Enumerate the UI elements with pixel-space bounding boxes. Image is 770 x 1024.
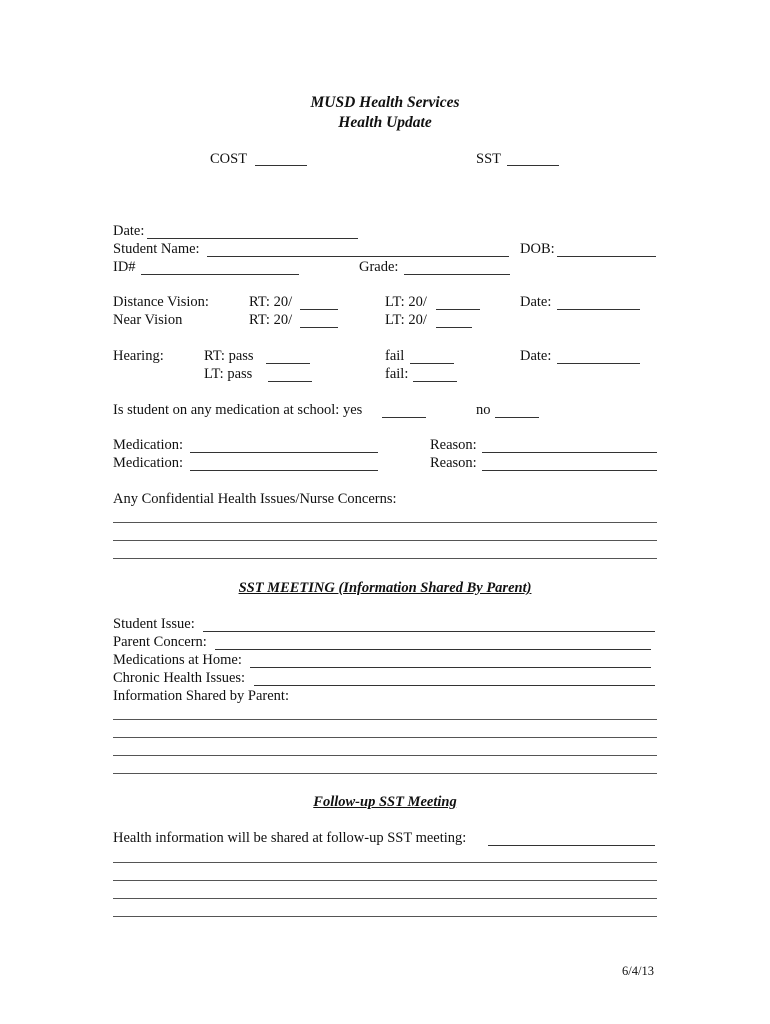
near-lt-field[interactable] — [436, 327, 472, 328]
id-label: ID# — [113, 259, 136, 275]
sst-field[interactable] — [507, 165, 559, 166]
student-name-label: Student Name: — [113, 241, 200, 257]
form-title: MUSD Health Services — [310, 94, 460, 111]
distance-lt-field[interactable] — [436, 309, 480, 310]
dob-field[interactable] — [557, 256, 656, 257]
hearing-lt-pass-label: LT: pass — [204, 366, 253, 382]
hearing-rt-fail-label: fail — [385, 348, 405, 364]
medication-yes-field[interactable] — [382, 417, 426, 418]
distance-lt-label: LT: 20/ — [385, 294, 427, 310]
chronic-health-label: Chronic Health Issues: — [113, 670, 246, 686]
followup-field[interactable] — [488, 845, 655, 846]
near-rt-field[interactable] — [300, 327, 338, 328]
hearing-rt-pass-field[interactable] — [266, 363, 310, 364]
hearing-label: Hearing: — [113, 348, 164, 364]
medication-label-2: Medication: — [113, 455, 184, 471]
date-label: Date: — [113, 223, 145, 239]
info-shared-line-2[interactable] — [113, 737, 657, 738]
reason-label-2: Reason: — [430, 455, 477, 471]
confidential-label: Any Confidential Health Issues/Nurse Concerns: — [113, 491, 397, 507]
sst-meeting-header: SST MEETING (Information Shared By Parent) — [238, 580, 532, 596]
reason-field-2[interactable] — [482, 470, 657, 471]
medication-field-1[interactable] — [190, 452, 378, 453]
id-field[interactable] — [141, 274, 299, 275]
followup-header: Follow-up SST Meeting — [313, 794, 457, 810]
followup-line-4[interactable] — [113, 916, 657, 917]
distance-vision-label: Distance Vision: — [113, 294, 209, 310]
hearing-rt-fail-field[interactable] — [410, 363, 454, 364]
medication-no-field[interactable] — [495, 417, 539, 418]
near-vision-label: Near Vision — [113, 312, 183, 328]
reason-field-1[interactable] — [482, 452, 657, 453]
hearing-date-label: Date: — [520, 348, 552, 364]
chronic-health-field[interactable] — [254, 685, 655, 686]
medication-no-label: no — [476, 402, 491, 418]
student-name-field[interactable] — [207, 256, 509, 257]
medication-label-1: Medication: — [113, 437, 184, 453]
followup-line-3[interactable] — [113, 898, 657, 899]
reason-label-1: Reason: — [430, 437, 477, 453]
hearing-lt-pass-field[interactable] — [268, 381, 312, 382]
medication-field-2[interactable] — [190, 470, 378, 471]
sst-label: SST — [476, 151, 501, 167]
student-issue-label: Student Issue: — [113, 616, 195, 632]
near-rt-label: RT: 20/ — [249, 312, 293, 328]
form-subtitle: Health Update — [338, 114, 432, 131]
date-field[interactable] — [147, 238, 358, 239]
hearing-lt-fail-label: fail: — [385, 366, 409, 382]
info-shared-line-4[interactable] — [113, 773, 657, 774]
vision-date-label: Date: — [520, 294, 552, 310]
form-revision-date: 6/4/13 — [622, 964, 654, 978]
distance-rt-label: RT: 20/ — [249, 294, 293, 310]
distance-rt-field[interactable] — [300, 309, 338, 310]
confidential-line-2[interactable] — [113, 540, 657, 541]
followup-line-1[interactable] — [113, 862, 657, 863]
medication-question: Is student on any medication at school: yes — [113, 402, 363, 418]
confidential-line-1[interactable] — [113, 522, 657, 523]
hearing-rt-pass-label: RT: pass — [204, 348, 254, 364]
parent-concern-label: Parent Concern: — [113, 634, 207, 650]
hearing-date-field[interactable] — [557, 363, 640, 364]
vision-date-field[interactable] — [557, 309, 640, 310]
medications-home-field[interactable] — [250, 667, 651, 668]
parent-concern-field[interactable] — [215, 649, 651, 650]
followup-line-2[interactable] — [113, 880, 657, 881]
grade-field[interactable] — [404, 274, 510, 275]
near-lt-label: LT: 20/ — [385, 312, 427, 328]
grade-label: Grade: — [359, 259, 399, 275]
student-issue-field[interactable] — [203, 631, 655, 632]
medications-home-label: Medications at Home: — [113, 652, 242, 668]
info-shared-label: Information Shared by Parent: — [113, 688, 289, 704]
dob-label: DOB: — [520, 241, 555, 257]
followup-text: Health information will be shared at follow-up SST meeting: — [113, 830, 467, 846]
cost-label: COST — [210, 151, 248, 167]
info-shared-line-1[interactable] — [113, 719, 657, 720]
hearing-lt-fail-field[interactable] — [413, 381, 457, 382]
info-shared-line-3[interactable] — [113, 755, 657, 756]
confidential-line-3[interactable] — [113, 558, 657, 559]
cost-field[interactable] — [255, 165, 307, 166]
